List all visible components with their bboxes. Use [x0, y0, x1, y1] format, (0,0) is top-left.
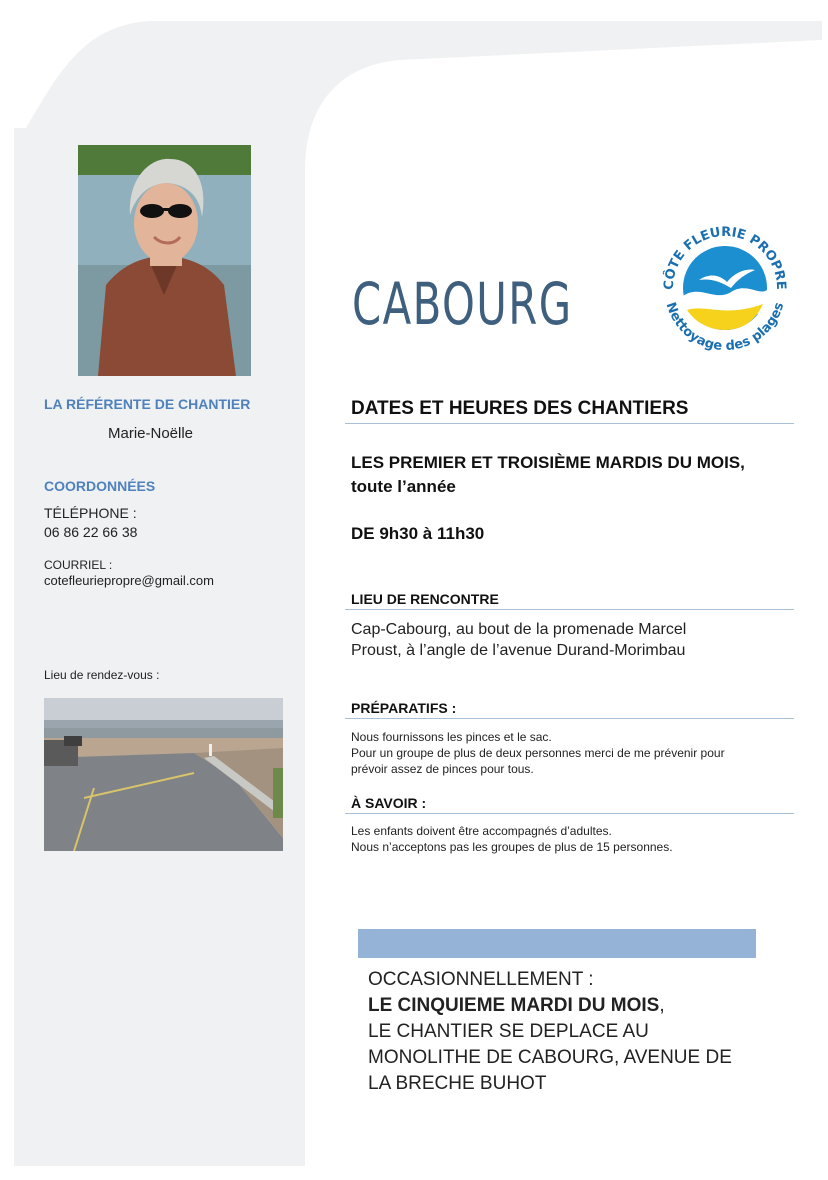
location-heading: LIEU DE RENCONTRE [351, 591, 499, 607]
prep-heading: PRÉPARATIFS : [351, 700, 457, 716]
location-line-1: Cap-Cabourg, au bout de la promenade Marcel [351, 621, 687, 638]
prep-line-1: Nous fournissons les pinces et le sac. [351, 730, 552, 744]
prep-rule [345, 718, 794, 719]
page-title: CABOURG [352, 270, 573, 338]
phone-label: TÉLÉPHONE : [44, 505, 137, 521]
days-line-2: toute l’année [351, 477, 456, 496]
referent-name: Marie-Noëlle [108, 425, 194, 442]
occasional-line-5: LA BRECHE BUHOT [368, 1073, 547, 1094]
occasional-line-2-bold: LE CINQUIEME MARDI DU MOIS [368, 995, 660, 1016]
logo-top-text: CÔTE FLEURIE PROPRE [661, 224, 789, 291]
occasional-line-2-rest: , [659, 995, 665, 1016]
know-line-1: Les enfants doivent être accompagnés d’adultes. [351, 824, 612, 838]
dates-rule [345, 423, 794, 424]
days-line-1: LES PREMIER ET TROISIÈME MARDIS DU MOIS, [351, 453, 745, 472]
email-value[interactable]: cotefleuriepropre@gmail.com [44, 573, 214, 588]
know-line-2: Nous n’acceptons pas les groupes de plus de 15 personnes. [351, 840, 673, 854]
occasional-line-4: MONOLITHE DE CABOURG, AVENUE DE [368, 1047, 732, 1068]
referent-heading: LA RÉFÉRENTE DE CHANTIER [44, 396, 251, 412]
occasional-line-1: OCCASIONNELLEMENT : [368, 969, 594, 990]
meeting-place-photo [44, 698, 283, 851]
logo-bottom-text: Nettoyage des plages [662, 300, 788, 355]
phone-value[interactable]: 06 86 22 66 38 [44, 524, 138, 540]
occasional-line-3: LE CHANTIER SE DEPLACE AU [368, 1021, 649, 1042]
contact-heading: COORDONNÉES [44, 478, 156, 494]
referent-photo [78, 145, 251, 376]
occasional-block [368, 967, 788, 1097]
know-heading: À SAVOIR : [351, 795, 427, 811]
know-rule [345, 813, 794, 814]
hours: DE 9h30 à 11h30 [351, 524, 485, 543]
prep-line-2: Pour un groupe de plus de deux personnes merci de me prévenir pour [351, 746, 725, 760]
location-line-2: Proust, à l’angle de l’avenue Durand-Morimbau [351, 642, 686, 659]
occasional-line-2 [368, 993, 788, 1019]
meeting-place-label: Lieu de rendez-vous : [44, 668, 160, 682]
occasional-accent-bar [358, 929, 756, 958]
cote-fleurie-propre-logo [655, 218, 795, 358]
location-rule [345, 609, 794, 610]
dates-heading: DATES ET HEURES DES CHANTIERS [351, 398, 689, 419]
prep-line-3: prévoir assez de pinces pour tous. [351, 762, 534, 776]
email-label: COURRIEL : [44, 558, 113, 572]
